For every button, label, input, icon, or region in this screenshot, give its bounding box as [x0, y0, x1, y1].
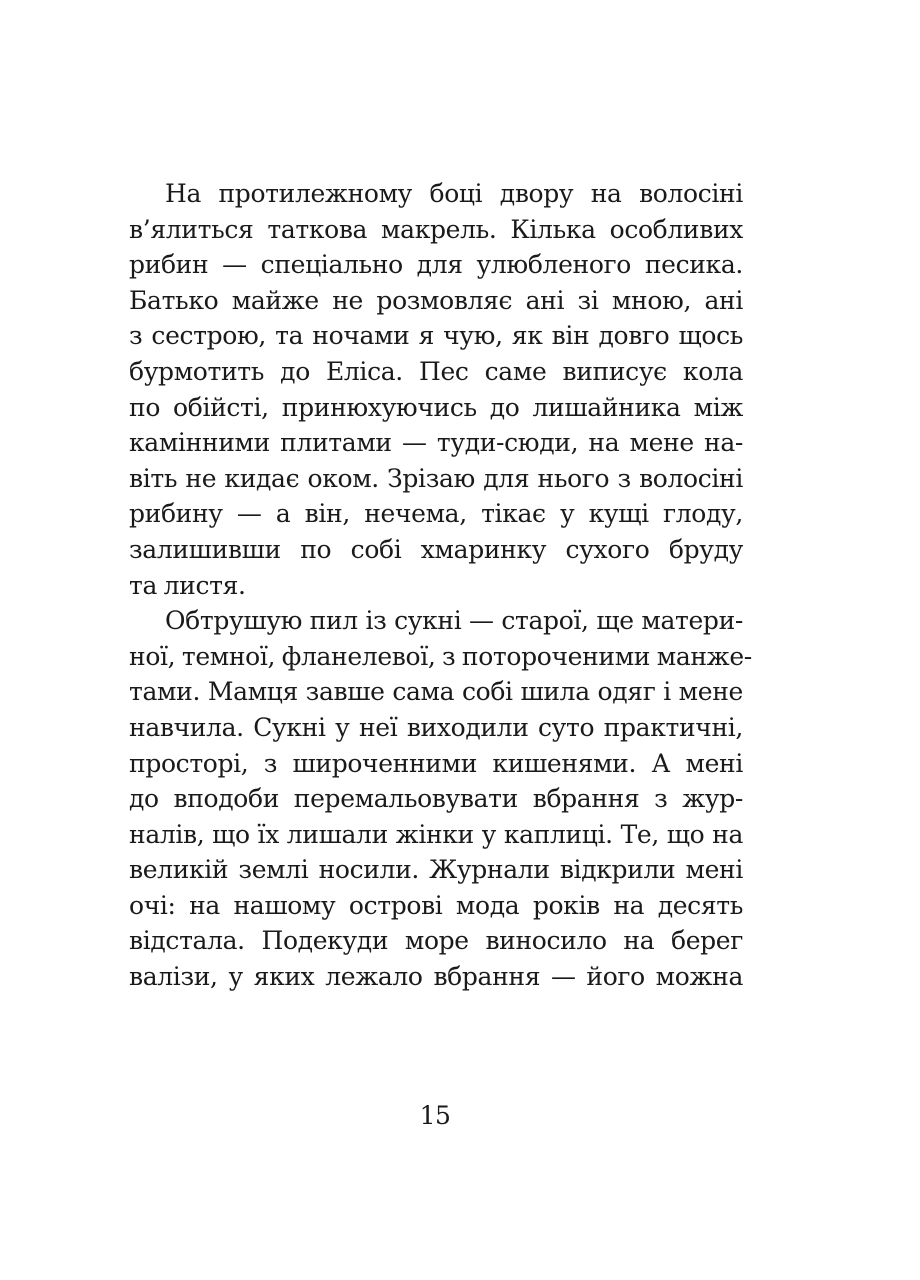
text-line: На протилежному боці двору на волосіні [165, 179, 743, 208]
text-line: віть не кидає оком. Зрізаю для нього з волосіні [129, 463, 743, 493]
text-line: та листя. [129, 570, 246, 600]
text-line: ної, темної, фланелевої, з потороченими манже- [129, 641, 752, 671]
text-line: з сестрою, та ночами я чую, як він довго щось [129, 321, 743, 351]
text-line: камінними плитами — туди-сюди, на мене на- [129, 428, 743, 458]
text-line: тами. Мамця завше сама собі шила одяг і мене [129, 677, 743, 707]
text-line: в’ялиться таткова макрель. Кілька особливих [129, 214, 743, 244]
text-line: великій землі носили. Журнали відкрили мені [129, 855, 743, 885]
body-text [129, 176, 752, 995]
text-line: налів, що їх лишали жінки у каплиці. Те, що на [129, 819, 743, 849]
text-line: рибин — спеціально для улюбленого песика. [129, 250, 743, 280]
text-line: валізи, у яких лежало вбрання — його можна [129, 962, 743, 992]
text-line: залишивши по собі хмаринку сухого бруду [129, 534, 743, 564]
text-line: навчила. Сукні у неї виходили суто практичні, [129, 712, 743, 742]
text-line: до вподоби перемальовувати вбрання з жур- [129, 784, 743, 814]
text-line: бурмотить до Еліса. Пес саме виписує кола [129, 356, 743, 386]
text-line: Обтрушую пил із сукні — старої, ще матери- [165, 606, 743, 636]
text-line: Батько майже не розмовляє ані зі мною, ані [129, 285, 743, 315]
text-line: рибину — а він, нечема, тікає у кущі глоду, [129, 499, 743, 529]
paragraph-1 [129, 176, 743, 603]
text-line: по обійсті, принюхуючись до лишайника між [129, 392, 743, 422]
page-number: 15 [419, 1101, 451, 1130]
paragraph-2 [129, 603, 752, 995]
text-line: просторі, з широченними кишенями. А мені [129, 748, 743, 778]
text-line: відстала. Подекуди море виносило на берег [129, 926, 743, 956]
text-line: очі: на нашому острові мода років на десять [129, 890, 743, 920]
